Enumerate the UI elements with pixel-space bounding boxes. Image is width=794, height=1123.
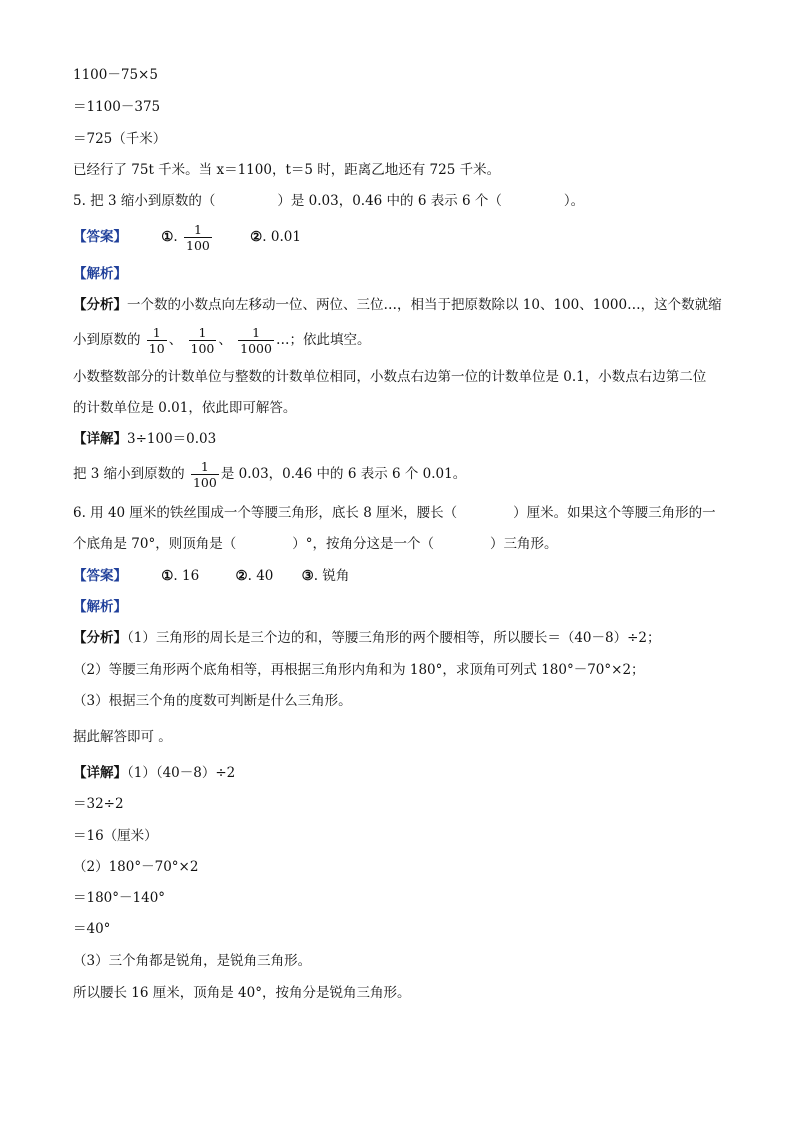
- previous-conclusion: 已经行了 75t 千米。当 x＝1100，t＝5 时，距离乙地还有 725 千米。: [73, 162, 501, 178]
- question-5: [73, 192, 584, 210]
- q5-frac-hundredth-denominator: 100: [190, 341, 215, 356]
- calc-line-1: 1100－75×5: [73, 67, 158, 83]
- q5-answer-row: 【答案】 ①. $\frac{1}{100}$ ②. 0.01: [73, 222, 301, 253]
- q6-answer-3-value: 锐角: [322, 568, 350, 584]
- q6-answer-2-marker: ②: [235, 568, 248, 584]
- q6-answer-2-value: 40: [256, 568, 274, 584]
- q6-step-3: ＝16（厘米）: [73, 828, 158, 844]
- q6-answer-row: 【答案】 ①. 16 ②. 40 ③. 锐角: [73, 568, 350, 584]
- q5-fenxi-line-1: [73, 296, 722, 314]
- q6-fenxi-1: [73, 629, 661, 647]
- q5-frac-thousandth: [238, 325, 274, 356]
- q6-step-5: ＝180°－140°: [73, 890, 166, 906]
- q5-fenxi-line-2-post: …；依此填空。: [275, 332, 371, 348]
- q5-xiangjie-text: 3÷100＝0.03: [127, 431, 217, 447]
- q6-fenxi-3: （3）根据三个角的度数可判断是什么三角形。: [73, 693, 352, 709]
- q6-fenxi-text-1: （1）三角形的周长是三个边的和，等腰三角形的两个腰相等，所以腰长＝（40－8）÷2；: [127, 630, 661, 646]
- question-6-line-2: [73, 535, 557, 553]
- calc-line-3: ＝725（千米）: [73, 131, 167, 147]
- q6-step-7: （3）三个角都是锐角，是锐角三角形。: [73, 953, 312, 969]
- q5-text-b: ）是 0.03，0.46 中的 6 表示 6 个（: [277, 193, 502, 209]
- q5-fenxi-text-1: 一个数的小数点向左移动一位、两位、三位…，相当于把原数除以 10、100、1000…，这个数就缩: [127, 297, 722, 313]
- q5-fenxi-line-2: [73, 322, 370, 358]
- q6-answer-1-value: 16: [182, 568, 200, 584]
- q6-answer-3-marker: ③: [301, 568, 314, 584]
- q5-final-numerator: 1: [200, 459, 209, 474]
- q5-final-denominator: 100: [192, 475, 217, 490]
- q5-para2-line-1: 小数整数部分的计数单位与整数的计数单位相同，小数点右边第一位的计数单位是 0.1，小数点右边第二位: [73, 369, 707, 385]
- q6-jude: 据此解答即可 。: [73, 729, 172, 745]
- q5-final-pre: 把 3 缩小到原数的: [73, 466, 185, 482]
- q5-final-fraction: [191, 459, 219, 490]
- q5-frac-tenth: [147, 325, 167, 356]
- q6-line1-a: 6. 用 40 厘米的铁丝围成一个等腰三角形，底长 8 厘米，腰长（: [73, 505, 458, 521]
- q5-frac-hundredth: [189, 325, 217, 356]
- q5-sep-1: 、: [168, 332, 183, 348]
- q6-step-2: ＝32÷2: [73, 796, 124, 812]
- q5-para2-line-2: 的计数单位是 0.01，依此即可解答。: [73, 400, 297, 416]
- q5-sep-2: 、: [218, 332, 232, 348]
- q6-line2-a: 个底角是 70°，则顶角是（: [73, 536, 237, 552]
- q6-xiangjie-label: 【详解】: [73, 765, 127, 781]
- q5-fenxi-label: 【分析】: [73, 297, 127, 313]
- q5-text-c: ）。: [563, 193, 585, 209]
- q5-answer-label: 【答案】: [73, 229, 127, 245]
- calc-line-2: ＝1100－375: [73, 99, 161, 115]
- q5-answer-2-marker: ②: [250, 229, 263, 245]
- q5-xiangjie: [73, 430, 216, 448]
- q5-fenxi-line-2-pre: 小到原数的: [73, 332, 141, 348]
- q6-xiangjie: [73, 764, 235, 782]
- q6-answer-label: 【答案】: [73, 568, 127, 584]
- q6-line2-c: ）三角形。: [489, 536, 558, 552]
- q5-frac-tenth-numerator: 1: [152, 325, 161, 340]
- q5-frac-tenth-denominator: 10: [148, 341, 165, 356]
- q5-xiangjie-label: 【详解】: [73, 431, 127, 447]
- q6-fenxi-label: 【分析】: [73, 630, 127, 646]
- q6-answer-1-marker: ①: [161, 568, 174, 584]
- q6-analysis-label: 【解析】: [73, 599, 127, 615]
- q6-line2-b: ）°，按角分这是一个（: [292, 536, 434, 552]
- q5-analysis-label: 【解析】: [73, 266, 127, 282]
- question-6-line-1: [73, 504, 716, 522]
- q6-step-1: （1）（40－8）÷2: [127, 765, 236, 781]
- q5-answer-1-numerator: 1: [193, 222, 202, 237]
- q5-text-a: 5. 把 3 缩小到原数的（: [73, 193, 216, 209]
- q5-frac-thousandth-numerator: 1: [252, 325, 261, 340]
- q5-final: [73, 456, 466, 492]
- q6-fenxi-2: （2）等腰三角形两个底角相等，再根据三角形内角和为 180°，求顶角可列式 180°－70°×2；: [73, 662, 645, 678]
- q6-line1-b: ）厘米。如果这个等腰三角形的一: [513, 505, 716, 521]
- q5-answer-1-denominator: 100: [186, 238, 210, 253]
- q5-final-post: 是 0.03，0.46 中的 6 表示 6 个 0.01。: [220, 466, 467, 482]
- q6-step-6: ＝40°: [73, 921, 111, 937]
- q5-answer-1-marker: ①: [161, 229, 174, 245]
- q6-conclusion: 所以腰长 16 厘米，顶角是 40°，按角分是锐角三角形。: [73, 985, 411, 1001]
- q6-step-4: （2）180°－70°×2: [73, 859, 199, 875]
- q5-frac-thousandth-denominator: 1000: [240, 341, 272, 356]
- q5-answer-1-fraction: [184, 222, 212, 253]
- q5-answer-2-value: 0.01: [270, 229, 301, 245]
- q5-frac-hundredth-numerator: 1: [198, 325, 207, 340]
